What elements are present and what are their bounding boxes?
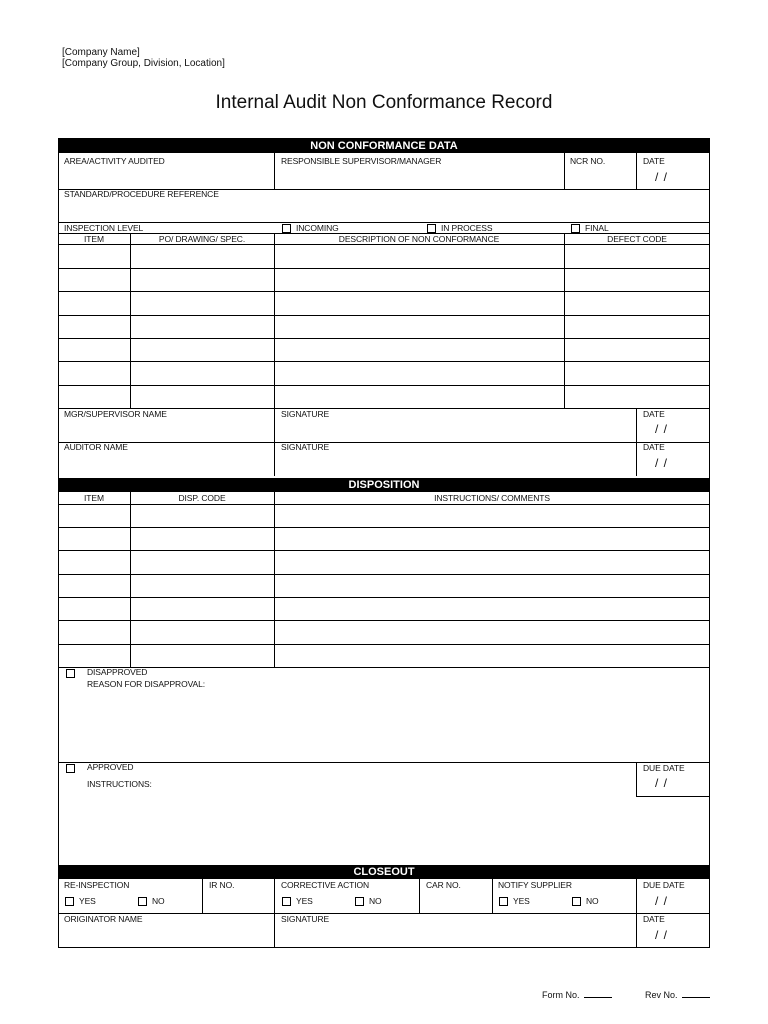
divider <box>636 153 637 189</box>
car-number-field[interactable]: CAR NO. <box>426 880 461 890</box>
divider <box>419 879 420 913</box>
divider <box>274 153 275 189</box>
notify-no-label: NO <box>586 896 599 906</box>
table-row[interactable] <box>58 644 710 645</box>
table-row[interactable] <box>58 550 710 551</box>
auditor-name-field[interactable]: AUDITOR NAME <box>64 442 128 452</box>
divider <box>58 667 710 668</box>
originator-name-field[interactable]: ORIGINATOR NAME <box>64 914 143 924</box>
notify-yes-checkbox[interactable] <box>499 897 508 906</box>
table-row[interactable] <box>58 385 710 386</box>
form-frame <box>58 138 710 948</box>
originator-date-label: DATE <box>643 914 665 924</box>
notify-supplier-label: NOTIFY SUPPLIER <box>498 880 572 890</box>
company-group: [Company Group, Division, Location] <box>62 58 225 69</box>
mgr-date-field[interactable]: / / <box>655 422 669 436</box>
nc-date-label: DATE <box>643 156 665 166</box>
auditor-signature-field[interactable]: SIGNATURE <box>281 442 330 452</box>
reinspection-no-checkbox[interactable] <box>138 897 147 906</box>
company-name: [Company Name] <box>62 47 140 58</box>
divider <box>58 222 710 223</box>
table-row[interactable] <box>58 527 710 528</box>
notify-yes-label: YES <box>513 896 530 906</box>
form-number-label: Form No. <box>542 990 580 1000</box>
disp-due-date-field[interactable]: / / <box>655 776 669 790</box>
reason-for-disapproval-field[interactable]: REASON FOR DISAPPROVAL: <box>87 679 205 689</box>
corrective-yes-checkbox[interactable] <box>282 897 291 906</box>
disp-col-instructions: INSTRUCTIONS/ COMMENTS <box>434 493 550 503</box>
mgr-date-label: DATE <box>643 409 665 419</box>
corrective-action-label: CORRECTIVE ACTION <box>281 880 370 890</box>
area-audited-field[interactable]: AREA/ACTIVITY AUDITED <box>64 156 165 166</box>
reinspection-no-label: NO <box>152 896 165 906</box>
reinspection-yes-label: YES <box>79 896 96 906</box>
divider <box>274 233 275 408</box>
closeout-section-header: CLOSEOUT <box>58 865 710 879</box>
approved-checkbox[interactable] <box>66 764 75 773</box>
rev-number <box>645 990 710 1000</box>
divider <box>58 504 710 505</box>
disp-col-item: ITEM <box>84 493 104 503</box>
disapproved-label: DISAPPROVED <box>87 667 148 677</box>
divider <box>130 233 131 408</box>
inspection-level-label: INSPECTION LEVEL <box>64 223 144 233</box>
reinspection-label: RE-INSPECTION <box>64 880 130 890</box>
divider <box>58 762 710 763</box>
disp-col-code: DISP. CODE <box>178 493 226 503</box>
table-row[interactable] <box>58 291 710 292</box>
page-title: Internal Audit Non Conformance Record <box>215 92 553 113</box>
col-po-drawing-spec: PO/ DRAWING/ SPEC. <box>158 234 246 244</box>
final-checkbox[interactable] <box>571 224 580 233</box>
mgr-signature-field[interactable]: SIGNATURE <box>281 409 330 419</box>
corrective-no-checkbox[interactable] <box>355 897 364 906</box>
rev-number-field[interactable] <box>682 997 710 998</box>
table-row[interactable] <box>58 620 710 621</box>
notify-no-checkbox[interactable] <box>572 897 581 906</box>
table-row[interactable] <box>58 574 710 575</box>
incoming-checkbox[interactable] <box>282 224 291 233</box>
col-item: ITEM <box>84 234 104 244</box>
ir-number-field[interactable]: IR NO. <box>209 880 235 890</box>
closeout-due-date-label: DUE DATE <box>643 880 685 890</box>
divider <box>564 233 565 408</box>
col-defect-code: DEFECT CODE <box>607 234 667 244</box>
ncr-number-field[interactable]: NCR NO. <box>570 156 606 166</box>
responsible-supervisor-field[interactable]: RESPONSIBLE SUPERVISOR/MANAGER <box>281 156 442 166</box>
divider <box>130 492 131 667</box>
form-number <box>542 990 612 1000</box>
divider <box>274 492 275 667</box>
divider <box>58 442 710 443</box>
divider <box>58 913 710 914</box>
instructions-field[interactable]: INSTRUCTIONS: <box>87 779 152 789</box>
final-label: FINAL <box>585 223 609 233</box>
mgr-supervisor-name-field[interactable]: MGR/SUPERVISOR NAME <box>64 409 167 419</box>
table-row[interactable] <box>58 338 710 339</box>
reinspection-yes-checkbox[interactable] <box>65 897 74 906</box>
col-description: DESCRIPTION OF NON CONFORMANCE <box>338 234 500 244</box>
divider <box>564 153 565 189</box>
in-process-label: IN PROCESS <box>441 223 493 233</box>
form-number-field[interactable] <box>584 997 612 998</box>
divider <box>58 244 710 245</box>
auditor-date-label: DATE <box>643 442 665 452</box>
divider <box>636 762 637 796</box>
divider <box>492 879 493 913</box>
table-row[interactable] <box>58 597 710 598</box>
standard-reference-field[interactable]: STANDARD/PROCEDURE REFERENCE <box>64 189 219 199</box>
closeout-due-date-field[interactable]: / / <box>655 894 669 908</box>
auditor-date-field[interactable]: / / <box>655 456 669 470</box>
originator-signature-field[interactable]: SIGNATURE <box>281 914 330 924</box>
corrective-no-label: NO <box>369 896 382 906</box>
table-row[interactable] <box>58 268 710 269</box>
corrective-yes-label: YES <box>296 896 313 906</box>
disp-due-date-label: DUE DATE <box>643 763 685 773</box>
nc-section-header: NON CONFORMANCE DATA <box>58 139 710 153</box>
table-row[interactable] <box>58 315 710 316</box>
incoming-label: INCOMING <box>296 223 339 233</box>
approved-label: APPROVED <box>87 762 134 772</box>
disposition-section-header: DISPOSITION <box>58 478 710 492</box>
divider <box>202 879 203 913</box>
nc-date-field[interactable]: / / <box>655 170 669 184</box>
in-process-checkbox[interactable] <box>427 224 436 233</box>
disapproved-checkbox[interactable] <box>66 669 75 678</box>
originator-date-field[interactable]: / / <box>655 928 669 942</box>
divider <box>636 796 710 797</box>
table-row[interactable] <box>58 361 710 362</box>
rev-number-label: Rev No. <box>645 990 678 1000</box>
